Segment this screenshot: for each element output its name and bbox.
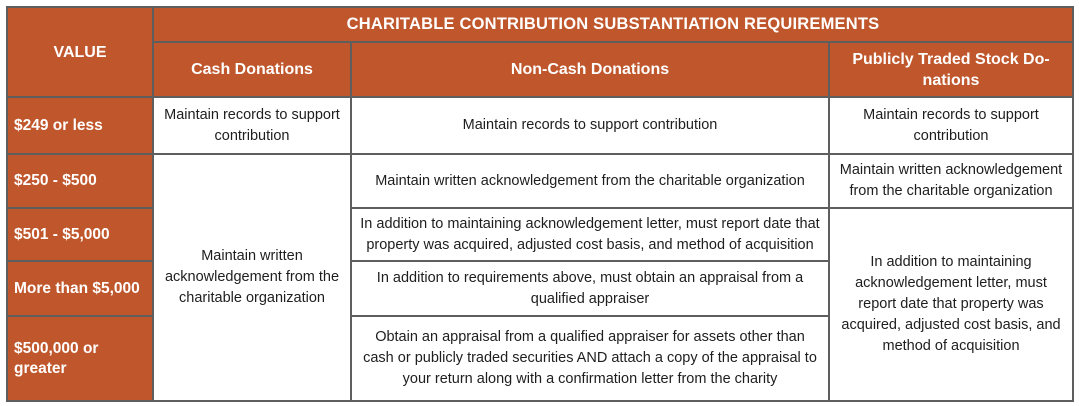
cell-noncash-5000: In addition to requirements above, must obtain an appraisal from a qualified appraiser (351, 261, 829, 316)
row-header-250-500: $250 - $500 (7, 154, 153, 208)
row-header-249-or-less: $249 or less (7, 97, 153, 154)
value-column-header: VALUE (7, 7, 153, 97)
cell-noncash-249: Maintain records to support contribution (351, 97, 829, 154)
table-title: CHARITABLE CONTRIBUTION SUBSTANTIATION REQUIREMENTS (153, 7, 1073, 42)
table-row (7, 97, 1073, 154)
substantiation-requirements-table (6, 6, 1074, 402)
cell-stock-249: Maintain records to support contribution (829, 97, 1073, 154)
table-row (7, 154, 1073, 208)
row-header-500000-or-greater: $500,000 or greater (7, 316, 153, 401)
row-header-501-5000: $501 - $5,000 (7, 208, 153, 261)
cell-stock-250: Maintain written acknowledgement from the charitable organization (829, 154, 1073, 208)
cell-stock-501-plus: In addition to maintaining acknowledgement letter, must report date that property was acquired, adjusted cost basis, and method of acquisition (829, 208, 1073, 401)
cell-cash-249: Maintain records to support contribution (153, 97, 351, 154)
column-header-cash: Cash Donations (153, 42, 351, 97)
cell-noncash-500000: Obtain an appraisal from a qualified appraiser for assets other than cash or publicly traded securities AND attach a copy of the appraisal to your return along with a confirmation letter from the charity (351, 316, 829, 401)
row-header-more-than-5000: More than $5,000 (7, 261, 153, 316)
column-header-non-cash: Non-Cash Donations (351, 42, 829, 97)
cell-noncash-250: Maintain written acknowledgement from the charitable organization (351, 154, 829, 208)
cell-noncash-501: In addition to maintaining acknowledgement letter, must report date that property was acquired, adjusted cost basis, and method of acquisition (351, 208, 829, 261)
cell-cash-250-plus: Maintain written acknowledgement from the charitable organization (153, 154, 351, 401)
column-header-stock: Publicly Traded Stock Do-nations (829, 42, 1073, 97)
